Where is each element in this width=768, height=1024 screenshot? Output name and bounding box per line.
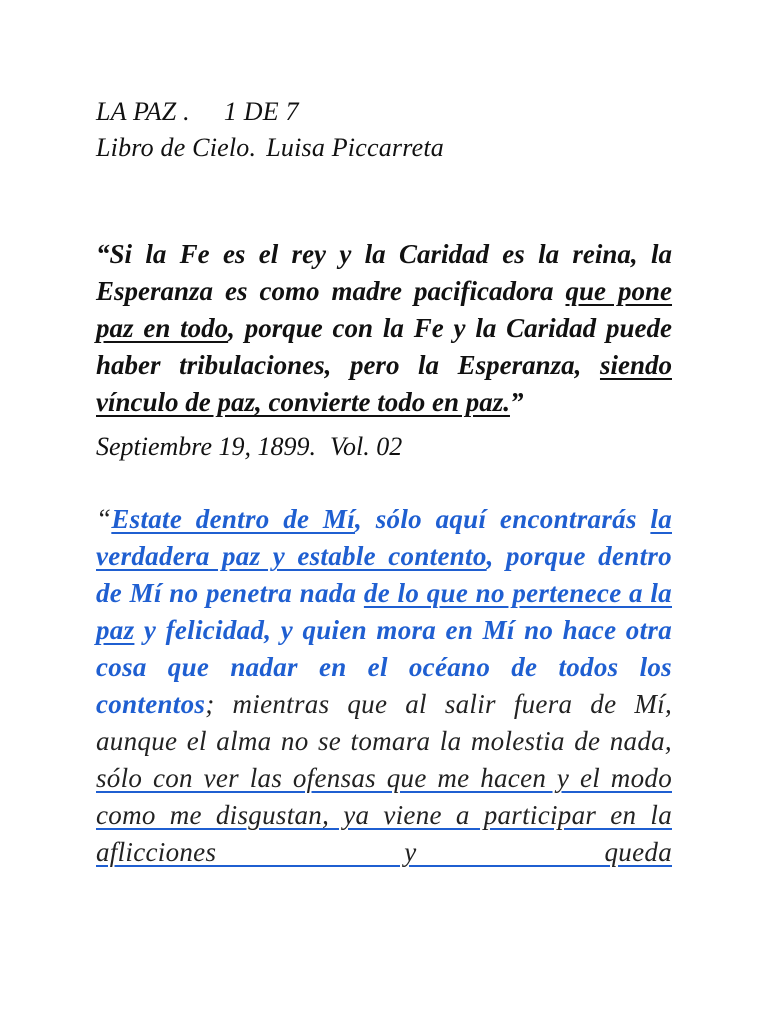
volume-label: Vol. 02 xyxy=(330,432,403,461)
quote2-underlined-4: sólo con ver las ofensas que me hacen y el modo como me disgustan, ya viene a participar en la aflicciones y queda xyxy=(96,763,672,867)
part-indicator: 1 DE 7 xyxy=(223,97,299,126)
book-title: Libro de Cielo. xyxy=(96,133,257,162)
quote2-underlined-1: Estate dentro de Mí xyxy=(111,504,356,534)
quote2-open-mark: “ xyxy=(96,504,112,534)
quote2-underlined-3: de lo que no pertenece a la paz xyxy=(96,578,672,645)
author-name: Luisa Piccarreta xyxy=(266,133,444,162)
header-line-1 xyxy=(96,94,672,130)
document-title: LA PAZ . xyxy=(96,97,190,126)
quote1-text-mid: , porque con la Fe y la Caridad puede haber tribulaciones, pero la Esperanza, xyxy=(96,313,672,380)
quote2-text-2: , porque dentro de Mí no penetra nada xyxy=(96,541,672,608)
header-line-2 xyxy=(96,130,672,166)
entry-date: Septiembre 19, 1899. xyxy=(96,432,316,461)
quote1-underlined-1: que pone paz en todo xyxy=(96,276,672,343)
quote1-text-start: “Si la Fe es el rey y la Caridad es la reina, la Esperanza es como madre pacificadora xyxy=(96,239,672,306)
jesus-quote xyxy=(96,501,672,871)
quote2-text-3: y felicidad, y quien mora en Mí no hace otra cosa que nadar en el océano de todos los contentos xyxy=(96,615,672,719)
hope-quote xyxy=(96,236,672,421)
document-page xyxy=(96,94,672,871)
date-line xyxy=(96,429,672,465)
quote1-close-mark: ” xyxy=(509,387,524,417)
quote1-underlined-2: siendo vínculo de paz, convierte todo en paz. xyxy=(96,350,672,417)
quote2-text-1: , sólo aquí encontrarás xyxy=(355,504,651,534)
quote2-underlined-2: la verdadera paz y estable contento xyxy=(96,504,672,571)
quote2-text-plain: ; mientras que al salir fuera de Mí, aunque el alma no se tomara la molestia de nada, xyxy=(96,689,672,756)
document-header xyxy=(96,94,672,166)
